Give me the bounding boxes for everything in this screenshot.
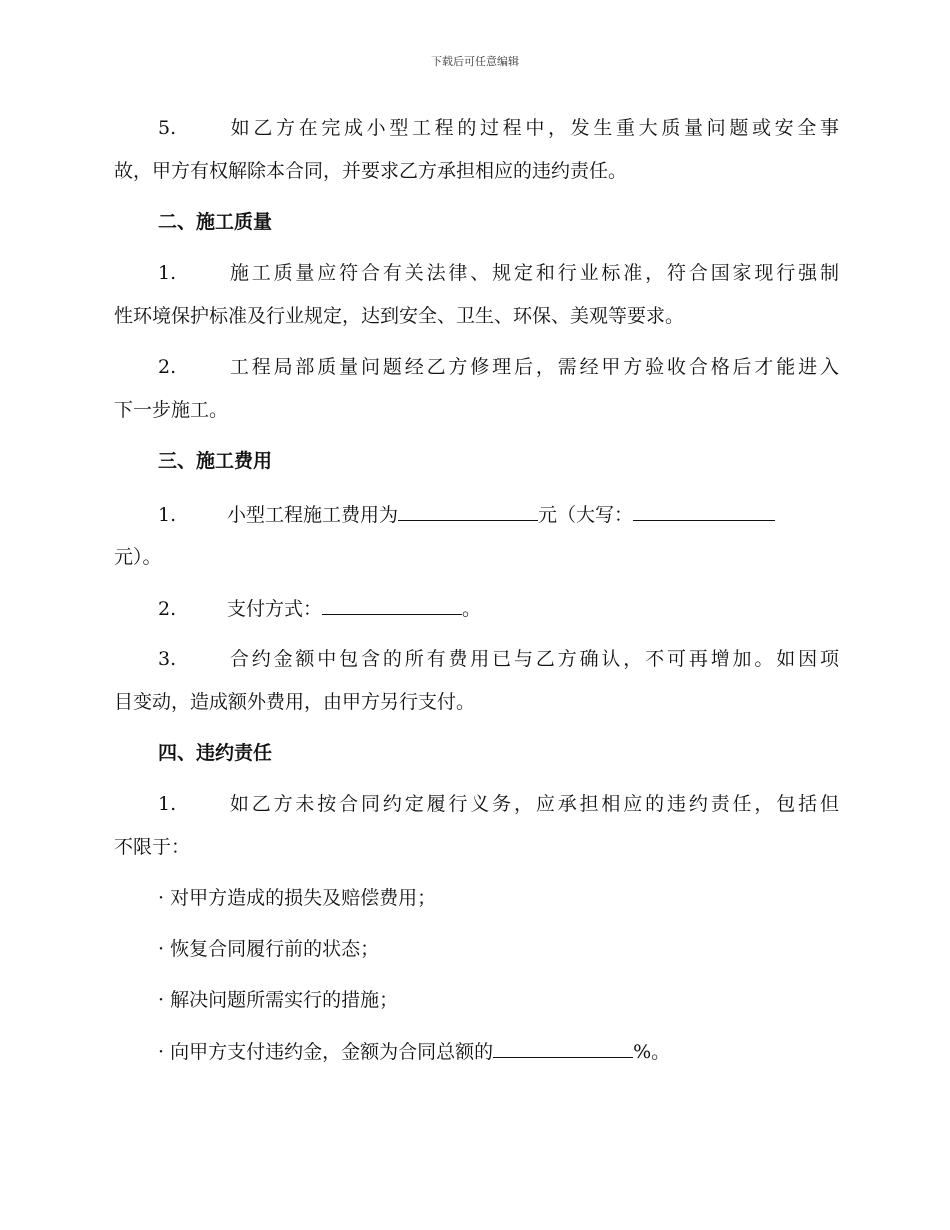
section-heading-quality: 二、施工质量	[158, 211, 273, 233]
para-number: 5.	[158, 117, 177, 139]
quality-para-2-line2: 下一步施工。	[114, 399, 229, 421]
fees-para-3-line2: 目变动，造成额外费用，由甲方另行支付。	[114, 691, 476, 713]
quality-para-1-line1	[114, 259, 839, 287]
para-number: 3.	[158, 648, 177, 670]
para-text: 合约金额中包含的所有费用已与乙方确认，不可再增加。如因项	[227, 648, 839, 670]
para-text: 如乙方未按合同约定履行义务，应承担相应的违约责任，包括但	[227, 793, 839, 815]
fees-para-2	[114, 594, 839, 623]
para-text: 。	[462, 598, 482, 620]
para-number: 2.	[158, 356, 177, 378]
para-text: 元（大写：	[538, 504, 634, 526]
amount-words-blank[interactable]	[633, 500, 775, 521]
para-text: 工程局部质量问题经乙方修理后，需经甲方验收合格后才能进入	[227, 356, 839, 378]
para-number: 2.	[158, 598, 177, 620]
page-header: 下载后可任意编辑	[431, 55, 519, 68]
para-text: 小型工程施工费用为	[227, 504, 399, 526]
quality-para-1-line2: 性环境保护标准及行业规定，达到安全、卫生、环保、美观等要求。	[114, 305, 685, 327]
para-5-line1	[114, 114, 839, 142]
para-text: 支付方式：	[227, 598, 323, 620]
amount-blank[interactable]	[398, 500, 538, 521]
penalty-percent-blank[interactable]	[493, 1037, 633, 1058]
bullet-item: · 对甲方造成的损失及赔偿费用；	[158, 887, 437, 909]
para-text: 施工质量应符合有关法律、规定和行业标准，符合国家现行强制	[227, 262, 839, 284]
para-5-line2: 故，甲方有权解除本合同，并要求乙方承担相应的违约责任。	[114, 160, 628, 182]
para-text: · 向甲方支付违约金，金额为合同总额的	[158, 1041, 494, 1063]
bullet-item: · 恢复合同履行前的状态；	[158, 938, 380, 960]
section-heading-fees: 三、施工费用	[158, 450, 273, 472]
para-number: 1.	[158, 793, 177, 815]
para-number: 1.	[158, 262, 177, 284]
bullet-item: · 解决问题所需实行的措施；	[158, 989, 399, 1011]
para-text: %。	[633, 1041, 671, 1063]
payment-method-blank[interactable]	[322, 594, 462, 615]
para-number: 1.	[158, 504, 177, 526]
section-heading-liability: 四、违约责任	[158, 742, 273, 764]
fees-para-3-line1	[114, 645, 839, 673]
liability-para-1-line1	[114, 790, 839, 818]
liability-para-1-line2: 不限于：	[114, 836, 191, 858]
fees-para-1-line2: 元）。	[114, 546, 162, 568]
para-text: 如乙方在完成小型工程的过程中，发生重大质量问题或安全事	[227, 117, 839, 139]
fees-para-1-line1	[114, 500, 839, 529]
bullet-item-penalty	[114, 1037, 883, 1066]
quality-para-2-line1	[114, 353, 839, 381]
